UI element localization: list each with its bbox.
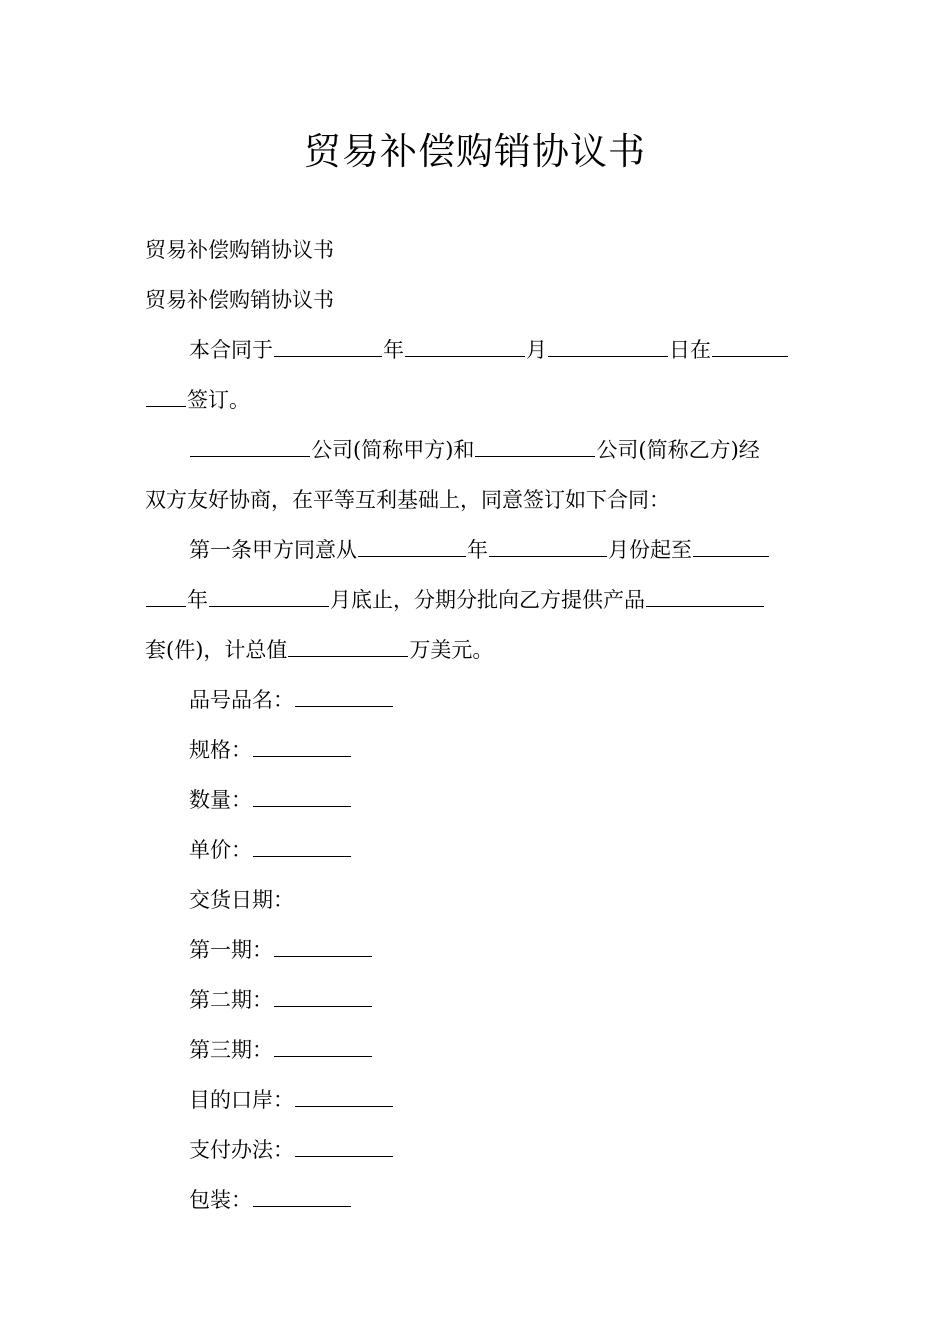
blank-party-b[interactable] (475, 438, 595, 457)
document-body (145, 225, 807, 1225)
field-blank[interactable] (253, 838, 351, 857)
blank-month[interactable] (405, 338, 525, 357)
text-month-from: 月份起至 (608, 538, 692, 562)
field-blank[interactable] (295, 688, 393, 707)
field-delivery-date (145, 875, 807, 925)
blank-place-cont[interactable] (146, 388, 186, 407)
field-label: 包装： (189, 1188, 252, 1212)
field-phase-3 (145, 1025, 807, 1075)
text-signed: 签订。 (187, 388, 250, 412)
field-payment-method (145, 1125, 807, 1175)
blank-party-a[interactable] (190, 438, 310, 457)
field-destination-port (145, 1075, 807, 1125)
text-party-b: 公司(简称乙方)经 (596, 438, 760, 462)
field-blank[interactable] (253, 788, 351, 807)
text-usd: 万美元。 (409, 638, 494, 662)
blank-day[interactable] (548, 338, 668, 357)
field-blank[interactable] (274, 938, 372, 957)
blank-start-month[interactable] (489, 538, 607, 557)
field-phase-1 (145, 925, 807, 975)
field-quantity (145, 775, 807, 825)
field-unit-price (145, 825, 807, 875)
field-label: 交货日期： (189, 888, 294, 912)
blank-end-month[interactable] (209, 588, 329, 607)
field-packaging (145, 1175, 807, 1225)
text-year: 年 (187, 588, 208, 612)
text-supply-products: 月底止，分期分批向乙方提供产品 (330, 588, 645, 612)
text-article-1: 第一条甲方同意从 (189, 538, 357, 562)
text-year: 年 (383, 338, 404, 362)
blank-end-year[interactable] (693, 538, 769, 557)
blank-end-year-cont[interactable] (146, 588, 186, 607)
subheading-2: 贸易补偿购销协议书 (145, 288, 334, 312)
parties-line (145, 425, 807, 475)
blank-year[interactable] (274, 338, 382, 357)
article-1-line-3 (145, 625, 807, 675)
field-label: 目的口岸： (189, 1088, 294, 1112)
blank-start-year[interactable] (358, 538, 466, 557)
subheading-1: 贸易补偿购销协议书 (145, 238, 334, 262)
text-day-at: 日在 (669, 338, 711, 362)
field-blank[interactable] (274, 1038, 372, 1057)
text-party-a: 公司(简称甲方)和 (311, 438, 475, 462)
blank-quantity-sets[interactable] (646, 588, 764, 607)
field-label: 单价： (189, 838, 252, 862)
document-title: 贸易补偿购销协议书 (304, 130, 646, 173)
field-product-name (145, 675, 807, 725)
field-blank[interactable] (253, 1188, 351, 1207)
field-label: 支付办法： (189, 1138, 294, 1162)
text-contract-on: 本合同于 (189, 338, 273, 362)
text-year: 年 (467, 538, 488, 562)
article-1-line (145, 525, 807, 575)
field-blank[interactable] (253, 738, 351, 757)
field-blank[interactable] (295, 1138, 393, 1157)
text-total-value: 套(件)，计总值 (145, 638, 288, 662)
field-label: 第一期： (189, 938, 273, 962)
field-phase-2 (145, 975, 807, 1025)
blank-total-value[interactable] (288, 638, 408, 657)
contract-date-line-cont (145, 375, 807, 425)
parties-line-cont: 双方友好协商，在平等互利基础上，同意签订如下合同： (145, 488, 670, 512)
field-blank[interactable] (295, 1088, 393, 1107)
article-1-line-2 (145, 575, 807, 625)
text-month: 月 (526, 338, 547, 362)
field-spec (145, 725, 807, 775)
field-label: 品号品名： (189, 688, 294, 712)
field-label: 规格： (189, 738, 252, 762)
field-blank[interactable] (274, 988, 372, 1007)
field-label: 第三期： (189, 1038, 273, 1062)
field-label: 数量： (189, 788, 252, 812)
blank-place[interactable] (712, 338, 788, 357)
field-label: 第二期： (189, 988, 273, 1012)
contract-date-line (145, 325, 807, 375)
